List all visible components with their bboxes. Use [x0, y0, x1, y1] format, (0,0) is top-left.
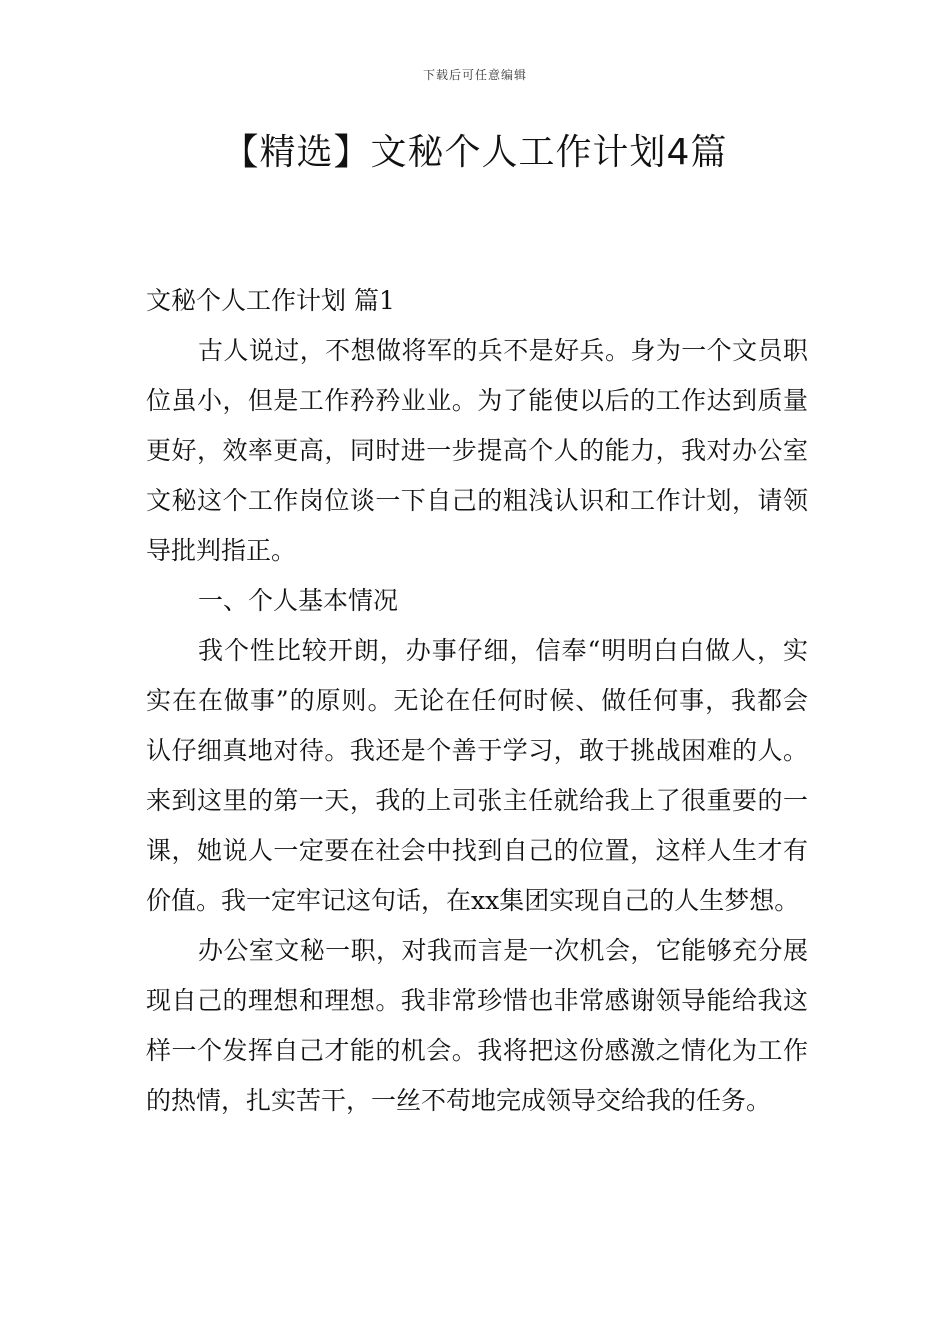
paragraph-personality: 我个性比较开朗，办事仔细，信奉“明明白白做人，实实在在做事”的原则。无论在任何时候、做任何事，我都会认仔细真地对待。我还是个善于学习，敢于挑战困难的人。来到这里的第一天，我的上司张主任就给我上了很重要的一课，她说人一定要在社会中找到自己的位置，这样人生才有价值。我一定牢记这句话，在xx集团实现自己的人生梦想。 [146, 636, 808, 915]
paragraph-opportunity: 办公室文秘一职，对我而言是一次机会，它能够充分展现自己的理想和理想。我非常珍惜也非常感谢领导能给我这样一个发挥自己才能的机会。我将把这份感激之情化为工作的热情，扎实苦干，一丝不苟地完成领导交给我的任务。 [146, 936, 808, 1115]
subheading-personal-info: 一、个人基本情况 [198, 586, 399, 615]
paragraph-intro: 古人说过，不想做将军的兵不是好兵。身为一个文员职位虽小，但是工作矜矜业业。为了能使以后的工作达到质量更好，效率更高，同时进一步提高个人的能力，我对办公室文秘这个工作岗位谈一下自己的粗浅认识和工作计划，请领导批判指正。 [146, 336, 808, 565]
document-body [146, 276, 808, 1126]
header-note: 下载后可任意编辑 [422, 68, 527, 82]
section-heading: 文秘个人工作计划 篇1 [146, 286, 395, 315]
document-title: 【精选】文秘个人工作计划4篇 [222, 132, 728, 173]
